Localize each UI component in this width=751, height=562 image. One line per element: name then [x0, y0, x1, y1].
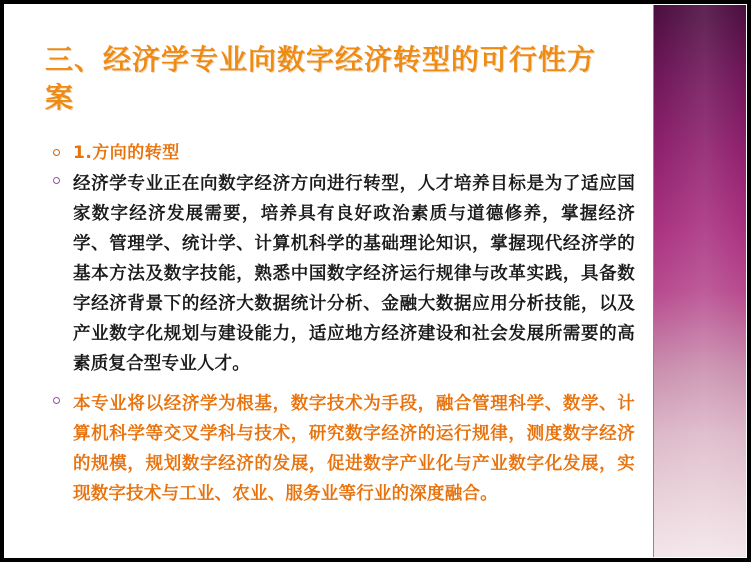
slide-border [4, 4, 747, 558]
list-item-label: 1.方向的转型 [73, 143, 180, 163]
list-item-label: 经济学专业正在向数字经济方向进行转型，人才培养目标是为了适应国家数字经济发展需要，培养具有良好政治素质与道德修养，掌握经济学、管理学、统计学、计算机科学的基础理论知识，掌握现代经济学的基本方法及数字技能，熟悉中国数字经济运行规律与改革实践，具备数字经济背景下的经济大数据统计分析、金融大数据应用分析技能，以及产业数字化规划与建设能力，适应地方经济建设和社会发展所需要的高素质复合型专业人才。 [73, 174, 635, 374]
page-title: 三、经济学专业向数字经济转型的可行性方案 [45, 43, 597, 114]
list-item-label: 本专业将以经济学为根基，数字技术为手段，融合管理科学、数学、计算机科学等交叉学科与技术，研究数字经济的运行规律，测度数字经济的规模，规划数字经济的发展，促进数字产业化与产业数字化发展，实现数字技术与工业、农业、服务业等行业的深度融合。 [73, 394, 635, 504]
